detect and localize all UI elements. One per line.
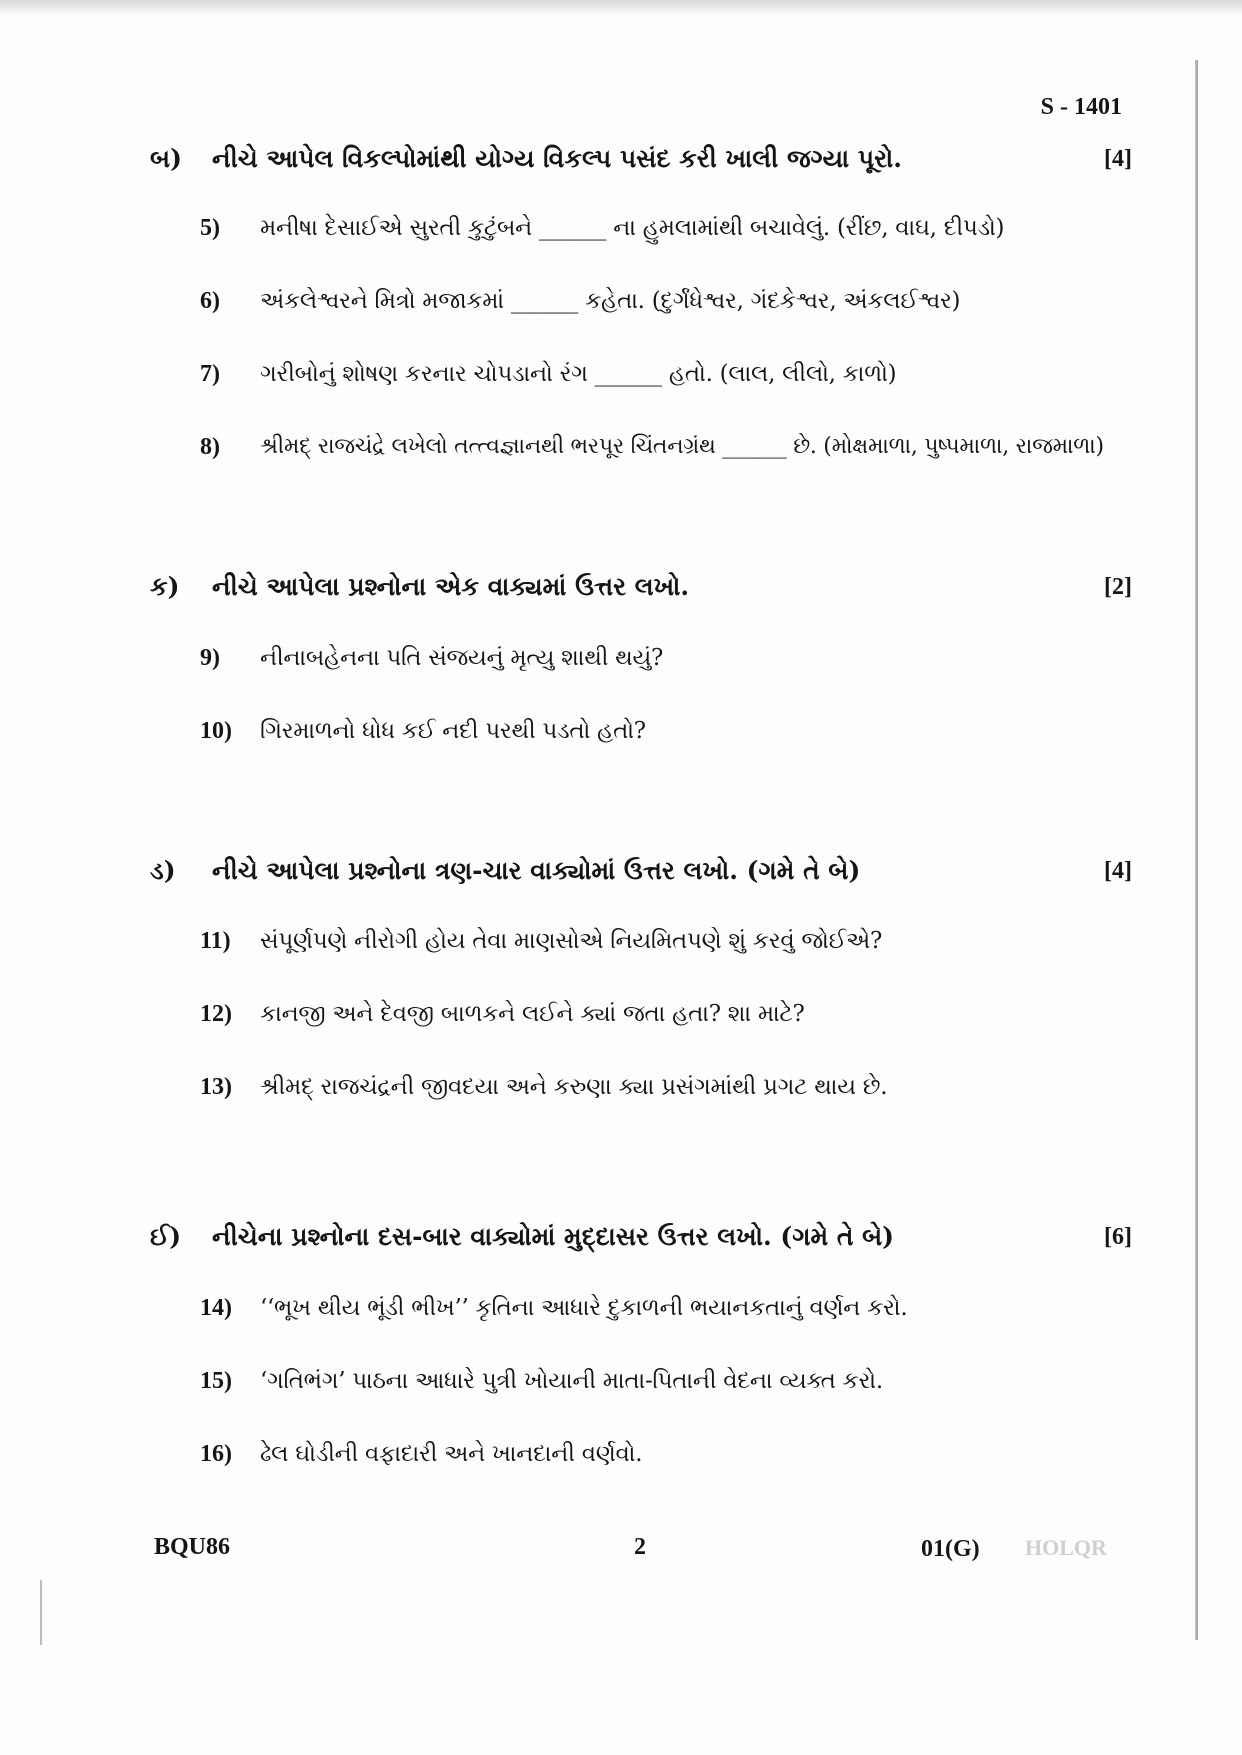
question-text: સંપૂર્ણપણે નીરોગી હોય તેવા માણસોએ નિયમિતપણે શું કરવું જોઈએ? xyxy=(260,928,883,954)
question-text: શ્રીમદ્ રાજચંદ્રની જીવદયા અને કરુણા ક્યા પ્રસંગમાંથી પ્રગટ થાય છે. xyxy=(260,1074,888,1100)
question-number: 9) xyxy=(200,645,220,671)
section-marks: [4] xyxy=(1104,146,1132,172)
question-number: 13) xyxy=(200,1074,232,1100)
section-label: ડ) xyxy=(150,856,176,885)
section-instruction: નીચે આપેલ વિકલ્પોમાંથી યોગ્ય વિકલ્પ પસંદ કરી ખાલી જગ્યા પૂરો. xyxy=(212,144,902,173)
question-number: 7) xyxy=(200,361,220,387)
question-number: 11) xyxy=(200,928,231,954)
question-number: 16) xyxy=(200,1441,232,1467)
question-text: ગિરમાળનો ધોધ કઈ નદી પરથી પડતો હતો? xyxy=(260,718,646,744)
question-number: 12) xyxy=(200,1001,232,1027)
paper-code: S - 1401 xyxy=(1040,94,1122,120)
question-text: ગરીબોનું શોષણ કરનાર ચોપડાનો રંગ ______ હતો. (લાલ, લીલો, કાળો) xyxy=(260,361,897,387)
footer-paper-code: BQU86 xyxy=(154,1534,231,1560)
question-text: ‘‘ભૂખ થીય ભૂંડી ભીખ’’ કૃતિના આધારે દુકાળની ભયાનકતાનું વર્ણન કરો. xyxy=(260,1295,908,1321)
question-text: અંકલેશ્વરને મિત્રો મજાકમાં ______ કહેતા. (દુર્ગંધેશ્વર, ગંદકેશ્વર, અંકલઈશ્વર) xyxy=(260,288,961,314)
scan-edge-right xyxy=(1195,60,1198,1640)
section-instruction: નીચેના પ્રશ્નોના દસ-બાર વાક્યોમાં મુદ્દાસર ઉત્તર લખો. (ગમે તે બે) xyxy=(212,1222,894,1251)
section-instruction: નીચે આપેલા પ્રશ્નોના ત્રણ-ચાર વાક્યોમાં ઉત્તર લખો. (ગમે તે બે) xyxy=(212,856,861,885)
question-text: મનીષા દેસાઈએ સુરતી કુટુંબને ______ ના હુમલામાંથી બચાવેલું. (રીંછ, વાઘ, દીપડો) xyxy=(260,215,1005,241)
section-marks: [2] xyxy=(1104,574,1132,600)
section-marks: [4] xyxy=(1104,858,1132,884)
section-label: ક) xyxy=(150,572,180,601)
section-label: બ) xyxy=(150,144,182,173)
question-text: ‘ગતિભંગ’ પાઠના આધારે પુત્રી ખોયાની માતા-પિતાની વેદના વ્યક્ત કરો. xyxy=(260,1368,883,1394)
question-text: ઢેલ ઘોડીની વફાદારી અને ખાનદાની વર્ણવો. xyxy=(260,1441,643,1467)
faded-stamp-text: HOLQR xyxy=(1025,1535,1107,1560)
scan-edge-top xyxy=(0,0,1242,16)
scan-edge-left xyxy=(40,1580,42,1645)
question-text: કાનજી અને દેવજી બાળકને લઈને ક્યાં જતા હતા? શા માટે? xyxy=(260,1001,805,1027)
question-number: 6) xyxy=(200,288,220,314)
section-instruction: નીચે આપેલા પ્રશ્નોના એક વાક્યમાં ઉત્તર લખો. xyxy=(212,572,690,601)
question-text: શ્રીમદ્ રાજચંદ્રે લખેલો તત્ત્વજ્ઞાનથી ભરપૂર ચિંતનગ્રંથ ______ છે. (મોક્ષમાળા, પુષ્પમાળા, રાજમાળા) xyxy=(260,434,1104,459)
question-number: 14) xyxy=(200,1295,232,1321)
section-marks: [6] xyxy=(1104,1224,1132,1250)
question-number: 8) xyxy=(200,434,220,460)
section-label: ઈ) xyxy=(150,1222,182,1251)
question-text: નીનાબહેનના પતિ સંજયનું મૃત્યુ શાથી થયું? xyxy=(260,645,664,671)
question-number: 15) xyxy=(200,1368,232,1394)
question-number: 10) xyxy=(200,718,232,744)
question-number: 5) xyxy=(200,215,220,241)
page-number: 2 xyxy=(634,1534,646,1560)
footer-version-code: 01(G) xyxy=(921,1536,980,1562)
